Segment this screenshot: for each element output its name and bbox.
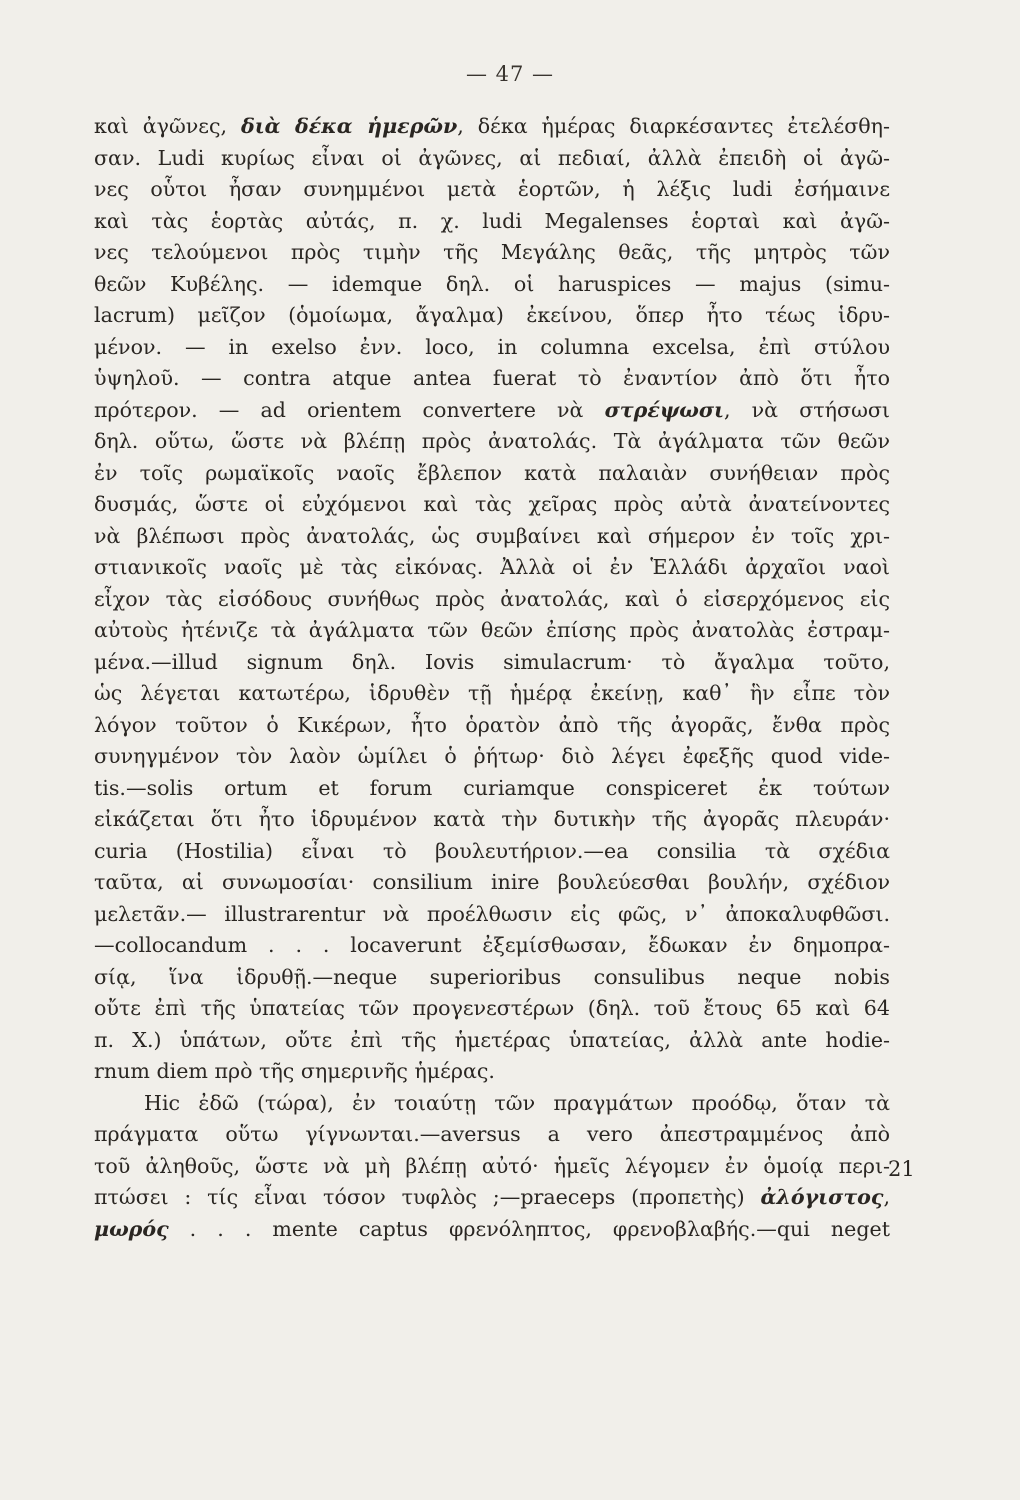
text-run: σίᾳ, ἵνα ἱδρυθῇ.—neque superioribus consulibus neque nobis [94,964,890,989]
text-line [94,332,890,364]
text-line [94,930,890,962]
text-run: curia (Hostilia) εἶναι τὸ βουλευτήριον.—ea consilia τὰ σχέδια [94,838,890,863]
text-run: στιανικοῖς ναοῖς μὲ τὰς εἰκόνας. Ἀλλὰ οἱ ἐν Ἑλλάδι ἀρχαῖοι ναοὶ [94,555,890,579]
text-run: πτώσει : τίς εἶναι τόσον τυφλὸς ;—praeceps (προπετὴς) [94,1185,761,1209]
text-line [94,552,890,584]
text-line [94,773,890,805]
text-run: δυσμάς, ὥστε οἱ εὐχόμενοι καὶ τὰς χεῖρας πρὸς αὐτὰ ἀνατείνοντες [94,492,890,516]
text-line [94,1151,890,1183]
text-line [94,395,890,427]
text-run: νὰ βλέπωσι πρὸς ἀνατολάς, ὡς συμβαίνει καὶ σήμερον ἐν τοῖς χρι- [94,523,890,548]
text-run: οὔτε ἐπὶ τῆς ὑπατείας τῶν προγενεστέρων (δηλ. τοῦ ἔτους 65 καὶ 64 [94,996,890,1020]
text-run: νες τελούμενοι πρὸς τιμὴν τῆς Μεγάλης θεᾶς, τῆς μητρὸς τῶν [94,240,890,264]
text-run: , δέκα ἡμέρας διαρκέσαντες ἐτελέσθη- [457,114,890,138]
text-line [94,647,890,679]
text-line [94,300,890,332]
text-line [94,1214,890,1246]
emphasized-term: διὰ δέκα ἡμερῶν [240,114,458,138]
text-run: πράγματα οὕτω γίγνωνται.—aversus a vero ἀπεστραμμένος ἀπὸ [94,1122,890,1146]
text-run: Hic ἐδῶ (τώρα), ἐν τοιαύτῃ τῶν πραγμάτων προόδῳ, ὅταν τὰ [144,1090,890,1115]
text-line [94,741,890,773]
text-run: ὑψηλοῦ. — contra atque antea fuerat τὸ ἐναντίον ἀπὸ ὅτι ἦτο [94,366,890,390]
text-run: μένα.—illud signum δηλ. Iovis simulacrum· τὸ ἄγαλμα τοῦτο, [94,649,890,674]
text-run: ἐν τοῖς ρωμαϊκοῖς ναοῖς ἔβλεπον κατὰ παλαιὰν συνήθειαν πρὸς [94,460,890,485]
text-run: θεῶν Κυβέλης. — idemque δηλ. οἱ haruspices — majus (simu- [94,271,890,296]
text-run: συνηγμένον τὸν λαὸν ὡμίλει ὁ ῥήτωρ· διὸ λέγει ἐφεξῆς quod vide- [94,744,890,768]
text-run: αὐτοὺς ἠτένιζε τὰ ἀγάλματα τῶν θεῶν ἐπίσης πρὸς ἀνατολὰς ἐστραμ- [94,618,890,642]
text-run: , νὰ στήσωσι [723,397,890,422]
margin-line-number: 21 [888,1157,915,1181]
text-line [94,363,890,395]
text-line [94,111,890,143]
text-run: δηλ. οὕτω, ὥστε νὰ βλέπῃ πρὸς ἀνατολάς. Τὰ ἀγάλματα τῶν θεῶν [94,429,890,453]
text-line [94,143,890,175]
text-run: tis.—solis ortum et forum curiamque conspiceret ἐκ τούτων [94,775,890,800]
text-run: . . . mente captus φρενόληπτος, φρενοβλαβής.—qui neget [168,1216,890,1241]
text-run: —collocandum . . . locaverunt ἐξεμίσθωσαν, ἔδωκαν ἐν δημοπρα- [94,933,890,957]
text-line [94,993,890,1025]
text-run: τοῦ ἀληθοῦς, ὥστε νὰ μὴ βλέπῃ αὐτό· ἡμεῖς λέγομεν ἐν ὁμοίᾳ περι- [94,1153,890,1178]
text-line [94,836,890,868]
text-line [94,458,890,490]
text-line [94,521,890,553]
text-line [94,867,890,899]
text-run: καὶ τὰς ἑορτὰς αὐτάς, π. χ. ludi Megalenses ἑορταὶ καὶ ἀγῶ- [94,208,890,233]
text-line [94,1056,890,1088]
text-line [94,615,890,647]
text-line [94,962,890,994]
emphasized-term: στρέψωσι [604,397,724,422]
text-run: πρότερον. — ad orientem convertere νὰ [94,397,605,422]
page-number: — 47 — [465,62,555,86]
text-line [94,1025,890,1057]
text-line [94,584,890,616]
text-line [94,174,890,206]
text-run: rnum diem πρὸ τῆς σημερινῆς ἡμέρας. [94,1059,495,1083]
text-run: ὡς λέγεται κατωτέρω, ἱδρυθὲν τῇ ἡμέρᾳ ἐκείνῃ, καθ᾿ ἣν εἶπε τὸν [94,681,890,705]
text-line [94,710,890,742]
text-line [94,1088,890,1120]
text-line [94,237,890,269]
text-line [94,1119,890,1151]
text-run: λόγον τοῦτον ὁ Κικέρων, ἦτο ὁρατὸν ἀπὸ τῆς ἀγορᾶς, ἔνθα πρὸς [94,712,890,737]
emphasized-term: ἀλόγιστος [760,1185,884,1209]
text-line [94,269,890,301]
text-line [94,426,890,458]
text-run: νες οὗτοι ἦσαν συνημμένοι μετὰ ἑορτῶν, ἡ λέξις ludi ἐσήμαινε [94,177,890,201]
text-run: lacrum) μεῖζον (ὁμοίωμα, ἄγαλμα) ἐκείνου, ὅπερ ἦτο τέως ἱδρυ- [94,303,890,327]
text-line [94,489,890,521]
emphasized-term: μωρός [94,1216,169,1241]
text-run: εἰκάζεται ὅτι ἦτο ἱδρυμένον κατὰ τὴν δυτικὴν τῆς ἀγορᾶς πλευράν· [94,807,890,831]
text-run: μένον. — in exelso ἐνν. loco, in columna excelsa, ἐπὶ στύλου [94,334,890,359]
text-run: , [883,1185,890,1209]
text-line [94,804,890,836]
body-text [94,111,890,1245]
text-line [94,899,890,931]
text-run: καὶ ἀγῶνες, [94,114,241,138]
text-run: εἶχον τὰς εἰσόδους συνήθως πρὸς ἀνατολάς, καὶ ὁ εἰσερχόμενος εἰς [94,586,890,611]
text-run: ταῦτα, αἱ συνωμοσίαι· consilium inire βουλεύεσθαι βουλήν, σχέδιον [94,870,890,894]
text-line [94,678,890,710]
text-line [94,1182,890,1214]
text-run: π. Χ.) ὑπάτων, οὔτε ἐπὶ τῆς ἡμετέρας ὑπατείας, ἀλλὰ ante hodie- [94,1027,890,1052]
text-line [94,206,890,238]
text-run: μελετᾶν.— illustrarentur νὰ προέλθωσιν εἰς φῶς, ν᾿ ἀποκαλυφθῶσι. [94,901,890,926]
text-run: σαν. Ludi κυρίως εἶναι οἱ ἀγῶνες, αἱ πεδιαί, ἀλλὰ ἐπειδὴ οἱ ἀγῶ- [94,145,890,170]
